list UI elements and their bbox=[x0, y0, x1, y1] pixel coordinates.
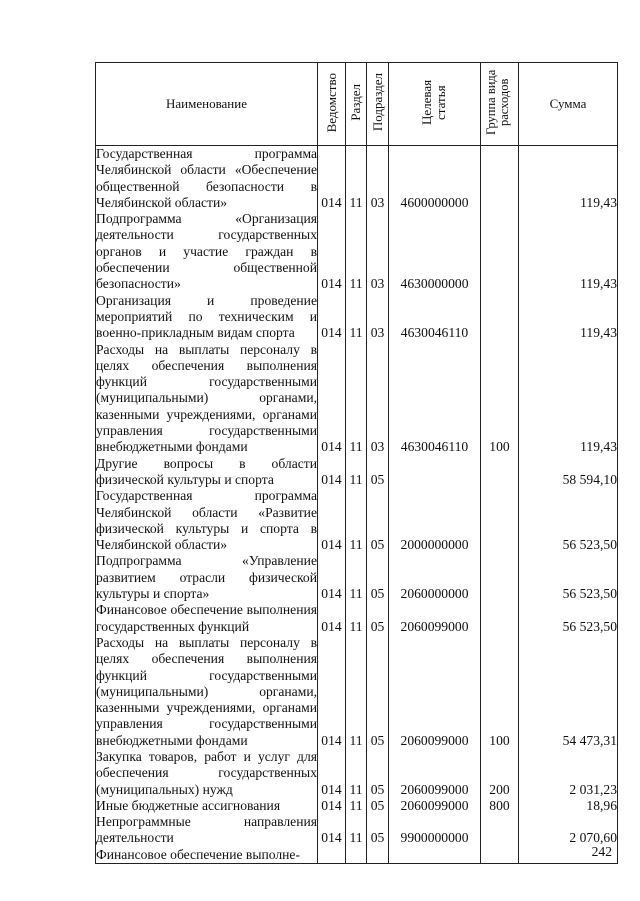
row-expense-group bbox=[481, 456, 519, 489]
row-subsection: 03 bbox=[367, 342, 389, 456]
table-row bbox=[96, 146, 618, 212]
table-row bbox=[96, 488, 618, 553]
row-sum: 58 594,10 bbox=[519, 456, 618, 489]
row-name: Расходы на выплаты персоналу в целях обеспечения выполнения функций государственными (муниципальными) органами, казенными учреждениями, органами управления государственными внебюджетными фондами bbox=[96, 634, 317, 748]
row-target: 4600000000 bbox=[389, 146, 481, 212]
row-name: Государственная программа Челябинской области «Обеспечение общественной безопасности в Челябинской области» bbox=[96, 146, 317, 210]
row-target: 2060099000 bbox=[389, 798, 481, 814]
row-expense-group bbox=[481, 847, 519, 864]
row-sum: 2 031,23 bbox=[519, 749, 618, 798]
row-subsection: 05 bbox=[367, 602, 389, 635]
row-section: 11 bbox=[346, 342, 367, 456]
row-target bbox=[389, 847, 481, 864]
row-dept: 014 bbox=[318, 798, 346, 814]
row-target: 4630046110 bbox=[389, 293, 481, 342]
row-dept: 014 bbox=[318, 635, 346, 749]
table-header-row bbox=[96, 63, 618, 146]
row-name: Расходы на выплаты персоналу в целях обеспечения выполнения функций государственными (муниципальными) органами, казенными учреждениями, органами управления государственными внебюджетными фондами bbox=[96, 341, 317, 455]
row-subsection: 05 bbox=[367, 635, 389, 749]
row-sum: 2 070,60 bbox=[519, 814, 618, 847]
row-name: Закупка товаров, работ и услуг для обеспечения государственных (муниципальных) нужд bbox=[96, 748, 317, 797]
row-section bbox=[346, 847, 367, 864]
header-name: Наименование bbox=[96, 63, 318, 146]
row-dept bbox=[318, 847, 346, 864]
row-subsection: 05 bbox=[367, 798, 389, 814]
row-section: 11 bbox=[346, 635, 367, 749]
row-subsection bbox=[367, 847, 389, 864]
row-name: Финансовое обеспечение выполне- bbox=[96, 847, 318, 864]
row-expense-group bbox=[481, 293, 519, 342]
table-row bbox=[96, 211, 618, 292]
row-dept: 014 bbox=[318, 211, 346, 292]
row-sum: 119,43 bbox=[519, 146, 618, 212]
row-target: 2060099000 bbox=[389, 602, 481, 635]
row-section: 11 bbox=[346, 798, 367, 814]
row-dept: 014 bbox=[318, 456, 346, 489]
table-row bbox=[96, 293, 618, 342]
row-section: 11 bbox=[346, 211, 367, 292]
row-name: Государственная программа Челябинской области «Развитие физической культуры и спорта в Челябинской области» bbox=[96, 488, 317, 553]
row-subsection: 05 bbox=[367, 456, 389, 489]
row-sum: 119,43 bbox=[519, 293, 618, 342]
budget-table bbox=[95, 62, 618, 864]
row-name: Непрограммные направления деятельности bbox=[96, 814, 317, 846]
table-row bbox=[96, 847, 618, 864]
row-expense-group: 100 bbox=[481, 342, 519, 456]
row-dept: 014 bbox=[318, 814, 346, 847]
row-sum: 56 523,50 bbox=[519, 602, 618, 635]
row-dept: 014 bbox=[318, 553, 346, 602]
row-name: Другие вопросы в области физической культуры и спорта bbox=[96, 455, 317, 487]
table-row bbox=[96, 602, 618, 635]
row-expense-group bbox=[481, 814, 519, 847]
header-expense-group: Группа вида расходов bbox=[481, 63, 519, 146]
row-section: 11 bbox=[346, 293, 367, 342]
row-dept: 014 bbox=[318, 293, 346, 342]
header-section: Раздел bbox=[346, 63, 367, 146]
row-target: 2060000000 bbox=[389, 553, 481, 602]
row-subsection: 05 bbox=[367, 814, 389, 847]
row-expense-group bbox=[481, 211, 519, 292]
table-row bbox=[96, 456, 618, 489]
row-section: 11 bbox=[346, 602, 367, 635]
row-expense-group bbox=[481, 488, 519, 553]
header-dept: Ведомство bbox=[318, 63, 346, 146]
row-name: Подпрограмма «Организация деятельности государственных органов и участие граждан в обеспечении общественной безопасности» bbox=[96, 211, 317, 292]
row-name: Организация и проведение мероприятий по техническим и военно-прикладным видам спорта bbox=[96, 292, 317, 341]
row-name: Иные бюджетные ассигнования bbox=[96, 798, 318, 814]
row-subsection: 05 bbox=[367, 553, 389, 602]
row-section: 11 bbox=[346, 146, 367, 212]
row-dept: 014 bbox=[318, 488, 346, 553]
page-number: 242 bbox=[591, 844, 612, 859]
table-row bbox=[96, 635, 618, 749]
row-subsection: 05 bbox=[367, 749, 389, 798]
row-subsection: 05 bbox=[367, 488, 389, 553]
header-subsection: Подраздел bbox=[367, 63, 389, 146]
row-subsection: 03 bbox=[367, 146, 389, 212]
row-subsection: 03 bbox=[367, 211, 389, 292]
row-name: Финансовое обеспечение выполнения государственных функций bbox=[96, 602, 317, 634]
row-target: 4630000000 bbox=[389, 211, 481, 292]
table-row bbox=[96, 798, 618, 814]
row-target bbox=[389, 456, 481, 489]
table-row bbox=[96, 342, 618, 456]
row-target: 4630046110 bbox=[389, 342, 481, 456]
row-target: 2060099000 bbox=[389, 635, 481, 749]
row-sum: 54 473,31 bbox=[519, 635, 618, 749]
row-expense-group: 200 bbox=[481, 749, 519, 798]
row-name: Подпрограмма «Управление развитием отрасли физической культуры и спорта» bbox=[96, 553, 317, 602]
row-target: 2000000000 bbox=[389, 488, 481, 553]
row-sum: 56 523,50 bbox=[519, 488, 618, 553]
header-target: Целевая статья bbox=[389, 63, 481, 146]
row-expense-group bbox=[481, 602, 519, 635]
row-sum: 18,96 bbox=[519, 798, 618, 814]
row-target: 9900000000 bbox=[389, 814, 481, 847]
row-section: 11 bbox=[346, 456, 367, 489]
row-expense-group bbox=[481, 146, 519, 212]
row-dept: 014 bbox=[318, 342, 346, 456]
row-subsection: 03 bbox=[367, 293, 389, 342]
row-section: 11 bbox=[346, 814, 367, 847]
row-section: 11 bbox=[346, 553, 367, 602]
table-row bbox=[96, 814, 618, 847]
row-dept: 014 bbox=[318, 749, 346, 798]
row-sum: 119,43 bbox=[519, 211, 618, 292]
row-section: 11 bbox=[346, 488, 367, 553]
row-dept: 014 bbox=[318, 146, 346, 212]
row-expense-group: 100 bbox=[481, 635, 519, 749]
row-target: 2060099000 bbox=[389, 749, 481, 798]
table-row bbox=[96, 553, 618, 602]
row-sum: 56 523,50 bbox=[519, 553, 618, 602]
row-dept: 014 bbox=[318, 602, 346, 635]
table-row bbox=[96, 749, 618, 798]
row-expense-group bbox=[481, 553, 519, 602]
row-section: 11 bbox=[346, 749, 367, 798]
header-sum: Сумма bbox=[519, 63, 618, 146]
row-sum: 119,43 bbox=[519, 342, 618, 456]
row-expense-group: 800 bbox=[481, 798, 519, 814]
